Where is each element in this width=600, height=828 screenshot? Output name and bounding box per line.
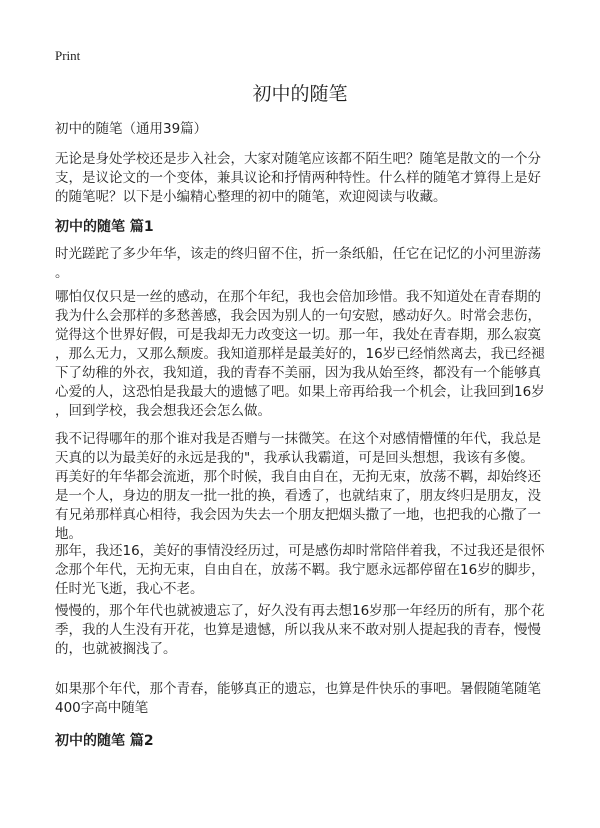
text-line: 我为什么会那样的多愁善感，我会因为别人的一句安慰，感动好久。时常会悲伤， xyxy=(55,308,541,324)
text-line: 是一个人，身边的朋友一批一批的换，看透了，也就结束了，朋友终归是朋友，没 xyxy=(55,488,541,504)
text-line: 支，是议论文的一个变体，兼具议论和抒情两种特性。什么样的随笔才算得上是好 xyxy=(55,170,541,186)
text-line: 。 xyxy=(55,265,69,281)
text-line: 无论是身处学校还是步入社会，大家对随笔应该都不陌生吧？随笔是散文的一个分 xyxy=(55,151,541,167)
paragraph xyxy=(55,245,565,283)
text-line: 觉得这个世界好假，可是我却无力改变这一切。那一年，我处在青春期，那么寂寞 xyxy=(55,327,541,343)
text-line: 念那个年代，无拘无束，自由自在，放荡不羁。我宁愿永远都停留在16岁的脚步， xyxy=(55,562,545,578)
text-line: 哪怕仅仅只是一丝的感动，在那个年纪，我也会倍加珍惜。我不知道处在青春期的 xyxy=(55,289,541,305)
text-line: 再美好的年华都会流逝，那个时候，我自由自在，无拘无束，放荡不羁，却始终还 xyxy=(55,469,541,485)
text-line: 心爱的人，这恐怕是我最大的遗憾了吧。如果上帝再给我一个机会，让我回到16岁 xyxy=(55,384,545,400)
text-line: 时光蹉跎了多少年华，该走的终归留不住，折一条纸船，任它在记忆的小河里游荡 xyxy=(55,246,541,262)
text-line: 慢慢的，那个年代也就被遗忘了，好久没有再去想16岁那一年经历的所有，那个花 xyxy=(55,603,545,619)
text-line: 的，也就被搁浅了。 xyxy=(55,641,177,657)
text-line: 任时光飞逝，我心不老。 xyxy=(55,581,204,597)
paragraph xyxy=(55,288,565,421)
paragraph xyxy=(55,602,565,659)
text-line: 400字高中随笔 xyxy=(55,700,149,716)
text-line: 那年，我还16，美好的事情没经历过，可是感伤却时常陪伴着我，不过我还是很怀 xyxy=(55,543,545,559)
text-line: 下了幼稚的外衣，我知道，我的青春不美丽，因为我从始至终，都没有一个能够真 xyxy=(55,365,541,381)
text-line: 地。 xyxy=(55,526,82,542)
text-line: 季，我的人生没有开花，也算是遗憾，所以我从来不敢对别人提起我的青春，慢慢 xyxy=(55,622,541,638)
paragraph xyxy=(55,680,565,718)
section-heading-1: 初中的随笔 篇1 xyxy=(55,219,154,235)
paragraph xyxy=(55,542,565,599)
text-line: 我不记得哪年的那个谁对我是否赠与一抹微笑。在这个对感情懵懂的年代，我总是 xyxy=(55,431,541,447)
section-heading-2: 初中的随笔 篇2 xyxy=(55,733,154,749)
subtitle: 初中的随笔（通用39篇） xyxy=(55,121,208,137)
text-line: 天真的以为最美好的永远是我的"，我承认我霸道，可是回头想想，我该有多傻。 xyxy=(55,450,534,466)
text-line: ，那么无力，又那么颓废。我知道那样是最美好的，16岁已经悄然离去，我已经褪 xyxy=(55,346,545,362)
page-title: 初中的随笔 xyxy=(252,83,348,105)
text-line: 的随笔呢？以下是小编精心整理的初中的随笔，欢迎阅读与收藏。 xyxy=(55,189,447,205)
print-link[interactable]: Print xyxy=(55,48,81,63)
intro-paragraph xyxy=(55,150,565,207)
paragraph xyxy=(55,430,565,544)
text-line: ，回到学校，我会想我还会怎么做。 xyxy=(55,403,271,419)
text-line: 有兄弟那样真心相待，我会因为失去一个朋友把烟头撒了一地，也把我的心撒了一 xyxy=(55,507,541,523)
text-line: 如果那个年代，那个青春，能够真正的遗忘，也算是件快乐的事吧。暑假随笔随笔 xyxy=(55,681,541,697)
